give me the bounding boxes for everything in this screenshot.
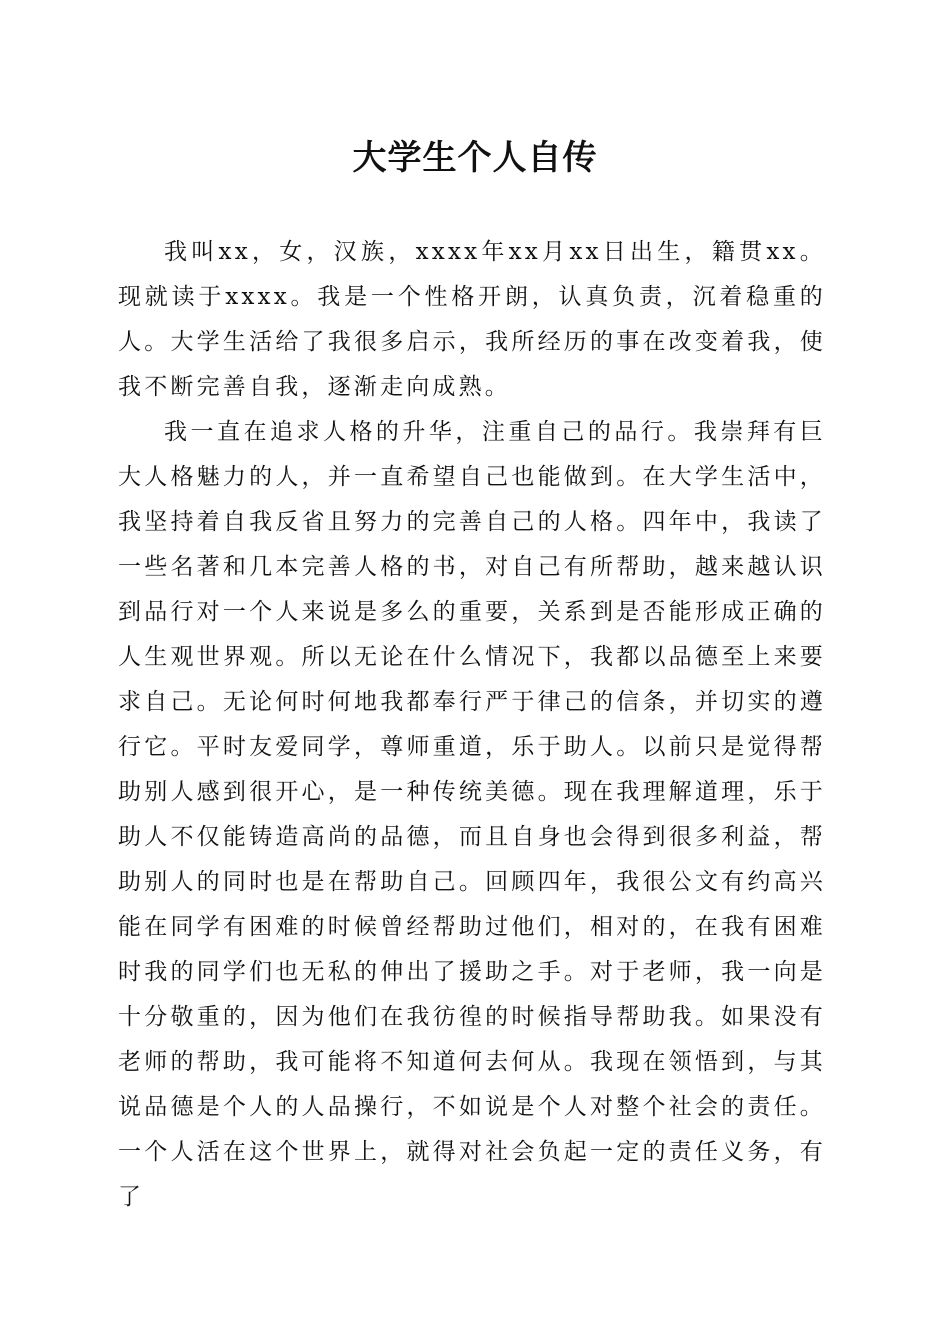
paragraph-intro: 我叫xx，女，汉族，xxxx年xx月xx日出生，籍贯xx。现就读于xxxx。我是一个性格开朗，认真负责，沉着稳重的人。大学生活给了我很多启示，我所经历的事在改变着我，使我不断完善自我，逐渐走向成熟。 xyxy=(118,239,826,400)
document-body xyxy=(118,230,826,1220)
document-title: 大学生个人自传 xyxy=(352,138,598,178)
paragraph-character: 我一直在追求人格的升华，注重自己的品行。我崇拜有巨大人格魅力的人，并一直希望自己也能做到。在大学生活中，我坚持着自我反省且努力的完善自己的人格。四年中，我读了一些名著和几本完善人格的书，对自己有所帮助，越来越认识到品行对一个人来说是多么的重要，关系到是否能形成正确的人生观世界观。所以无论在什么情况下，我都以品德至上来要求自己。无论何时何地我都奉行严于律己的信条，并切实的遵行它。平时友爱同学，尊师重道，乐于助人。以前只是觉得帮助别人感到很开心，是一种传统美德。现在我理解道理，乐于助人不仅能铸造高尚的品德，而且自身也会得到很多利益，帮助别人的同时也是在帮助自己。回顾四年，我很公文有约高兴能在同学有困难的时候曾经帮助过他们，相对的，在我有困难时我的同学们也无私的伸出了援助之手。对于老师，我一向是十分敬重的，因为他们在我彷徨的时候指导帮助我。如果没有老师的帮助，我可能将不知道何去何从。我现在领悟到，与其说品德是个人的人品操行，不如说是个人对整个社会的责任。一个人活在这个世界上，就得对社会负起一定的责任义务，有了 xyxy=(118,419,826,1210)
